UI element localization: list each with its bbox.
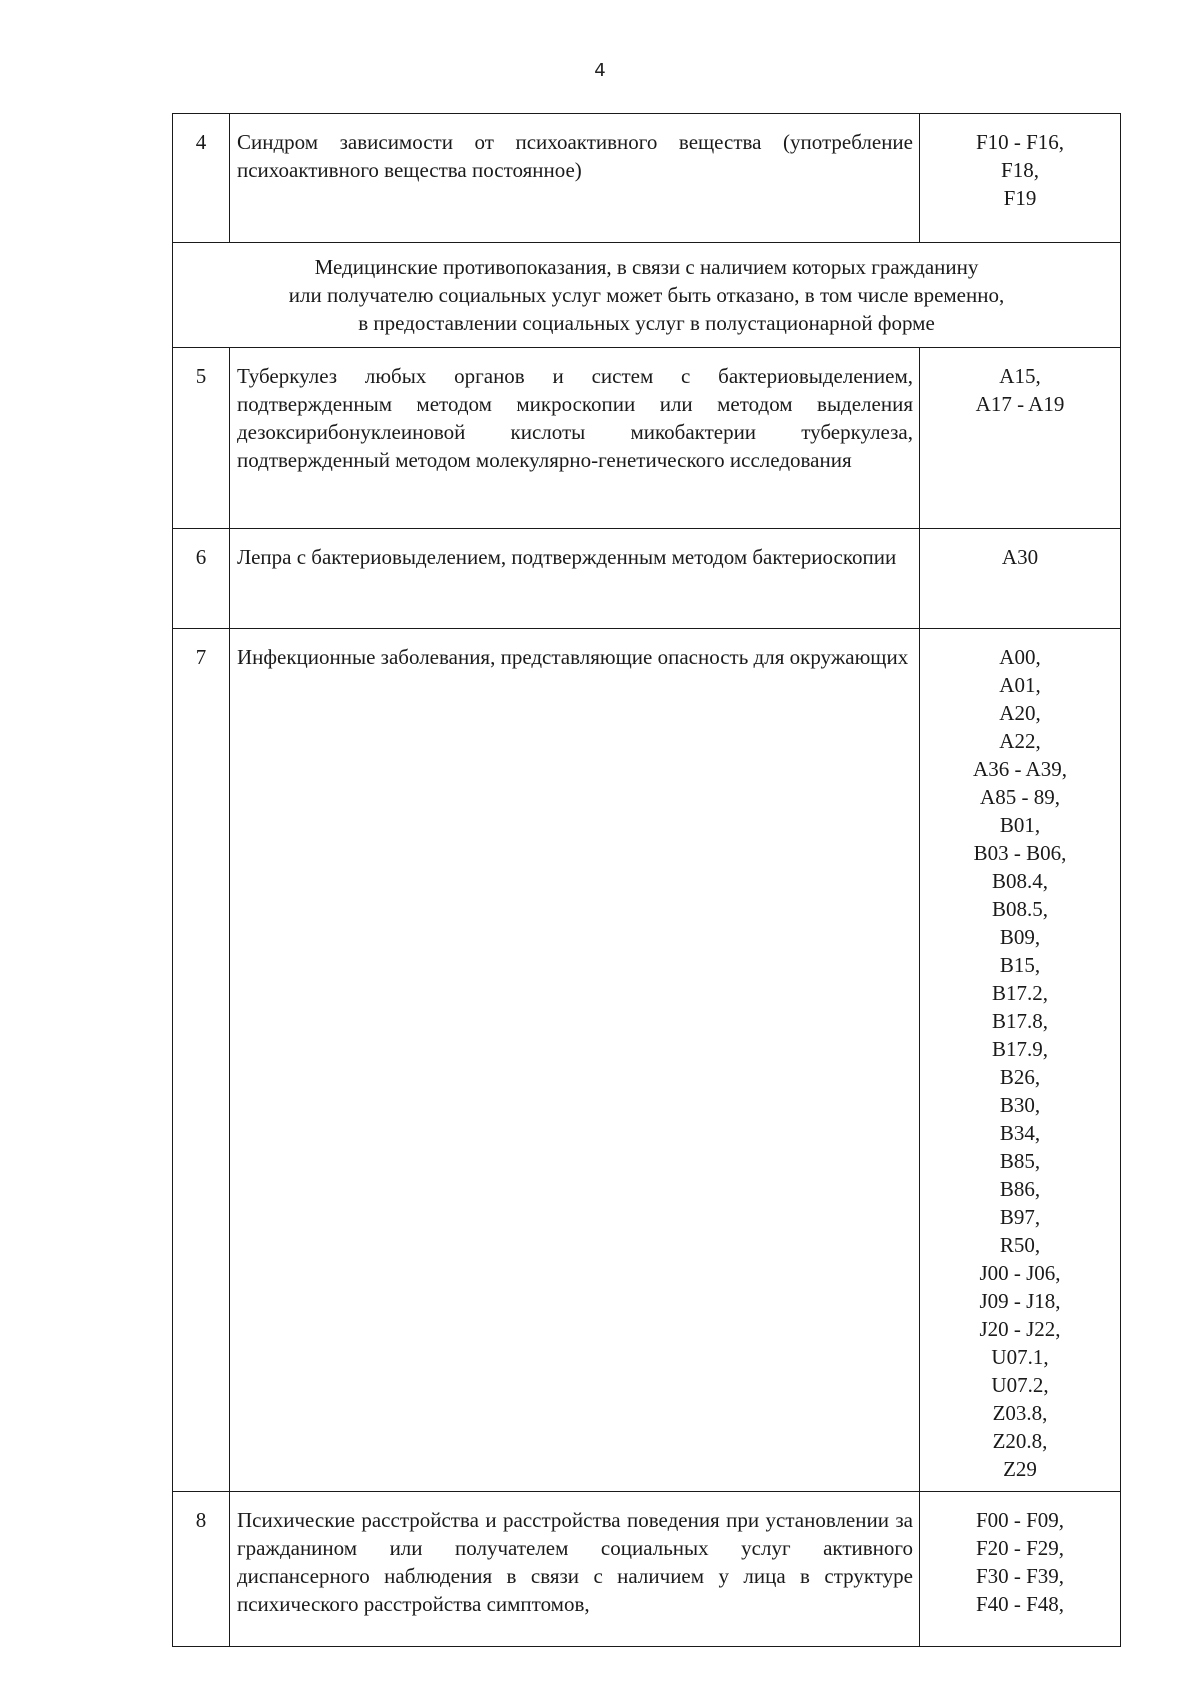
row-number: 6 [173, 529, 230, 629]
contraindications-table [172, 113, 1121, 1647]
diagnosis-code: U07.1, [991, 1345, 1049, 1369]
diagnosis-code: A30 [1001, 545, 1039, 569]
section-heading-line: в предоставлении социальных услуг в полустационарной форме [358, 311, 935, 335]
diagnosis-code: B30, [999, 1093, 1041, 1117]
row-number: 4 [173, 114, 230, 243]
diagnosis-code: F19 [1003, 186, 1037, 210]
row-number: 5 [173, 348, 230, 529]
diagnosis-code: A85 - 89, [980, 785, 1060, 809]
section-heading-line: или получателю социальных услуг может быть отказано, в том числе временно, [288, 283, 1005, 307]
row-codes [920, 348, 1121, 529]
section-heading-line: Медицинские противопоказания, в связи с наличием которых гражданину [314, 255, 979, 279]
row-number: 7 [173, 629, 230, 1492]
diagnosis-code: Z20.8, [992, 1429, 1048, 1453]
diagnosis-code: A36 - A39, [973, 757, 1067, 781]
row-description: Инфекционные заболевания, представляющие опасность для окружающих [230, 629, 920, 1492]
table-row [173, 629, 1121, 1492]
diagnosis-code: J00 - J06, [979, 1261, 1061, 1285]
diagnosis-code: B17.8, [991, 1009, 1048, 1033]
table-row [173, 114, 1121, 243]
diagnosis-code: B85, [999, 1149, 1041, 1173]
row-description: Туберкулез любых органов и систем с бактериовыделением, подтвержденным методом микроскопии или методом выделения дезоксирибонуклеиновой кислоты микобактерии туберкулеза, подтвержденный методом молекулярно-генетического исследования [230, 348, 920, 529]
table-row [173, 1492, 1121, 1647]
row-codes [920, 1492, 1121, 1647]
diagnosis-code: F40 - F48, [975, 1592, 1065, 1616]
row-codes [920, 529, 1121, 629]
table-row [173, 529, 1121, 629]
diagnosis-code: R50, [999, 1233, 1041, 1257]
diagnosis-code: F30 - F39, [975, 1564, 1065, 1588]
diagnosis-code: B15, [999, 953, 1041, 977]
diagnosis-code: Z29 [1003, 1457, 1037, 1481]
row-number: 8 [173, 1492, 230, 1647]
page-number: 4 [594, 60, 606, 81]
diagnosis-code: Z03.8, [992, 1401, 1048, 1425]
diagnosis-code: A22, [999, 729, 1041, 753]
table-row [173, 348, 1121, 529]
row-codes [920, 629, 1121, 1492]
diagnosis-code: B08.5, [991, 897, 1048, 921]
diagnosis-code: J20 - J22, [979, 1317, 1061, 1341]
diagnosis-code: B03 - B06, [973, 841, 1067, 865]
diagnosis-code: A01, [999, 673, 1041, 697]
diagnosis-code: U07.2, [991, 1373, 1049, 1397]
diagnosis-code: J09 - J18, [979, 1289, 1061, 1313]
section-heading-row [173, 243, 1121, 348]
diagnosis-code: A20, [999, 701, 1041, 725]
diagnosis-code: F10 - F16, [975, 130, 1065, 154]
diagnosis-code: B17.9, [991, 1037, 1048, 1061]
diagnosis-code: A15, [999, 364, 1041, 388]
diagnosis-code: B01, [999, 813, 1041, 837]
diagnosis-code: F20 - F29, [975, 1536, 1065, 1560]
diagnosis-code: B09, [999, 925, 1041, 949]
section-heading [173, 243, 1121, 348]
row-codes [920, 114, 1121, 243]
diagnosis-code: B26, [999, 1065, 1041, 1089]
diagnosis-code: B86, [999, 1177, 1041, 1201]
row-description: Синдром зависимости от психоактивного вещества (употребление психоактивного вещества постоянное) [230, 114, 920, 243]
diagnosis-code: F18, [1001, 158, 1039, 182]
diagnosis-code: B17.2, [991, 981, 1048, 1005]
diagnosis-code: F00 - F09, [975, 1508, 1065, 1532]
diagnosis-code: B97, [999, 1205, 1041, 1229]
row-description: Психические расстройства и расстройства поведения при установлении за гражданином или получателем социальных услуг активного диспансерного наблюдения в связи с наличием у лица в структуре психического расстройства симптомов, [230, 1492, 920, 1647]
diagnosis-code: B08.4, [991, 869, 1048, 893]
diagnosis-code: B34, [999, 1121, 1041, 1145]
row-description: Лепра с бактериовыделением, подтвержденным методом бактериоскопии [230, 529, 920, 629]
diagnosis-code: A00, [999, 645, 1041, 669]
diagnosis-code: A17 - A19 [975, 392, 1065, 416]
